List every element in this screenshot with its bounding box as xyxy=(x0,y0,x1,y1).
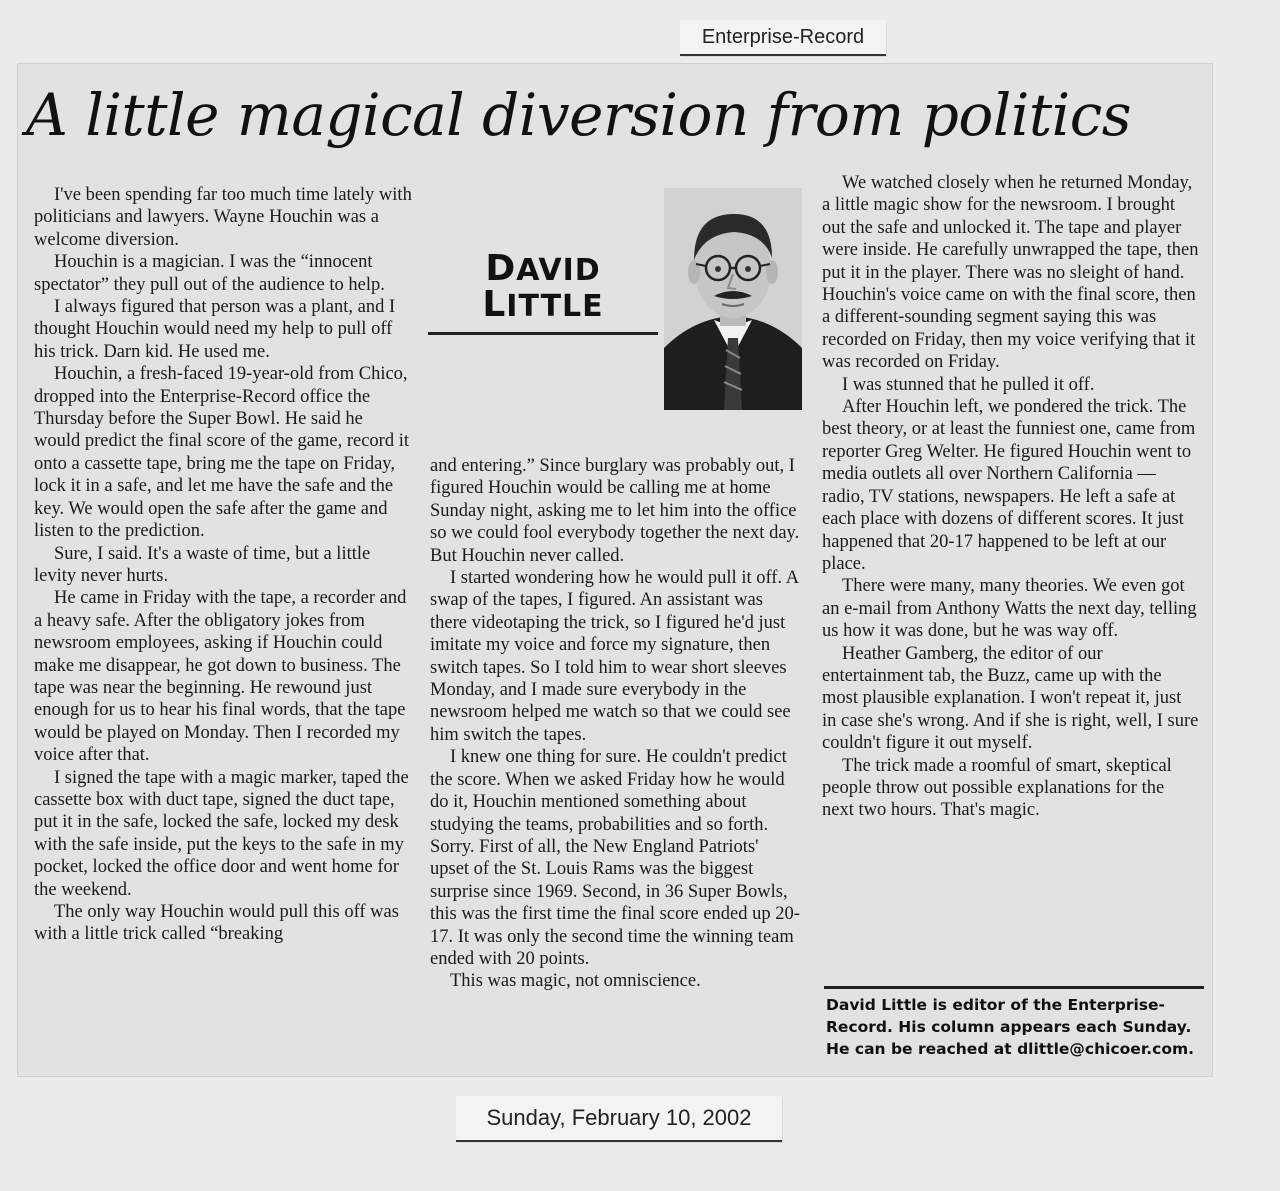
paragraph: Heather Gamberg, the editor of our entertainment tab, the Buzz, came up with the most plausible explanation. I won't repeat it, just in case she's wrong. And if she is right, well, I sure couldn't figure it out myself. xyxy=(822,643,1199,754)
paragraph: I knew one thing for sure. He couldn't predict the score. When we asked Friday how he would do it, Houchin mentioned something about studying the teams, probabilities and so forth. Sorry. First of all, the New England Patriots' upset of the St. Louis Rams was the biggest surprise since 1969. Second, in 36 Super Bowls, this was the first time the final score ended up 20-17. It was only the second time the winning team ended with 20 points. xyxy=(430,747,800,969)
column-1 xyxy=(34,184,412,946)
column-2 xyxy=(430,455,802,993)
paragraph: I've been spending far too much time lately with politicians and lawyers. Wayne Houchin was a welcome diversion. xyxy=(34,185,412,250)
paragraph: Houchin is a magician. I was the “innocent spectator” they pull out of the audience to help. xyxy=(34,252,385,295)
paragraph: He came in Friday with the tape, a recorder and a heavy safe. After the obligatory jokes from newsroom employees, asking if Houchin could make me disappear, he got down to business. The tape was near the beginning. He rewound just enough for us to hear his final words, that the tape would be played on Monday. Then I recorded my voice after that. xyxy=(34,588,407,766)
footer-divider xyxy=(824,986,1204,989)
paragraph: I was stunned that he pulled it off. xyxy=(842,374,1095,395)
author-bio: David Little is editor of the Enterprise-Record. His column appears each Sunday. He can be reached at dlittle@chicoer.com. xyxy=(826,996,1195,1058)
paragraph: Houchin, a fresh-faced 19-year-old from Chico, dropped into the Enterprise-Record office the Thursday before the Super Bowl. He said he would predict the final score of the game, record it onto a cassette tape, bring me the tape on Friday, lock it in a safe, and let me have the safe and the key. We would open the safe after the game and listen to the prediction. xyxy=(34,364,409,542)
paragraph: and entering.” Since burglary was probably out, I figured Houchin would be calling me at home Sunday night, asking me to let him into the office so we could fool everybody together the next day. But Houchin never called. xyxy=(430,456,800,566)
paragraph: I started wondering how he would pull it off. A swap of the tapes, I figured. An assistant was there videotaping the trick, so I figured he'd just imitate my voice and force my signature, then switch tapes. So I told him to wear short sleeves Monday, and I made sure everybody in the newsroom helped me watch so that we could see him switch the tapes. xyxy=(430,568,799,745)
author-photo xyxy=(664,188,802,410)
paragraph: The trick made a roomful of smart, skeptical people throw out possible explanations for the next two hours. That's magic. xyxy=(822,755,1172,821)
paragraph: We watched closely when he returned Monday, a little magic show for the newsroom. I brought out the safe and unlocked it. The tape and player were inside. He carefully unwrapped the tape, then put it in the player. There was no sleight of hand. Houchin's voice came on with the final score, then a different-sounding segment saying this was recorded on Friday, then my voice verifying that it was recorded on Friday. xyxy=(822,173,1199,373)
paragraph: There were many, many theories. We even got an e-mail from Anthony Watts the next day, telling us how it was done, but he was way off. xyxy=(822,576,1197,642)
byline-last-name: LITTLE xyxy=(482,284,604,325)
paragraph: The only way Houchin would pull this off was with a little trick called “breaking xyxy=(34,902,399,945)
paragraph: I signed the tape with a magic marker, taped the cassette box with duct tape, signed the duct tape, put it in the safe, locked the safe, locked my desk with the safe inside, put the keys to the safe in my pocket, locked the office door and went home for the weekend. xyxy=(34,767,409,900)
column-3 xyxy=(822,172,1200,822)
paragraph: This was magic, not omniscience. xyxy=(450,971,701,992)
paragraph: After Houchin left, we pondered the trick. The best theory, or at least the funniest one, came from reporter Greg Welter. He figured Houchin went to media outlets all over Northern California — radio, TV stations, newspapers. He left a safe at each place with dozens of different scores. It just happened that 20-17 happened to be left at our place. xyxy=(822,397,1196,574)
byline-first-name: DAVID xyxy=(485,248,601,289)
author-portrait-image xyxy=(664,188,802,410)
date-label: Sunday, February 10, 2002 xyxy=(456,1096,782,1142)
paragraph: Sure, I said. It's a waste of time, but a little levity never hurts. xyxy=(34,543,371,586)
paragraph: I always figured that person was a plant, and I thought Houchin would need my help to pull off his trick. Darn kid. He used me. xyxy=(34,297,396,362)
source-label: Enterprise-Record xyxy=(680,20,886,56)
byline xyxy=(428,248,658,335)
headline: A little magical diversion from politics xyxy=(26,81,1131,149)
